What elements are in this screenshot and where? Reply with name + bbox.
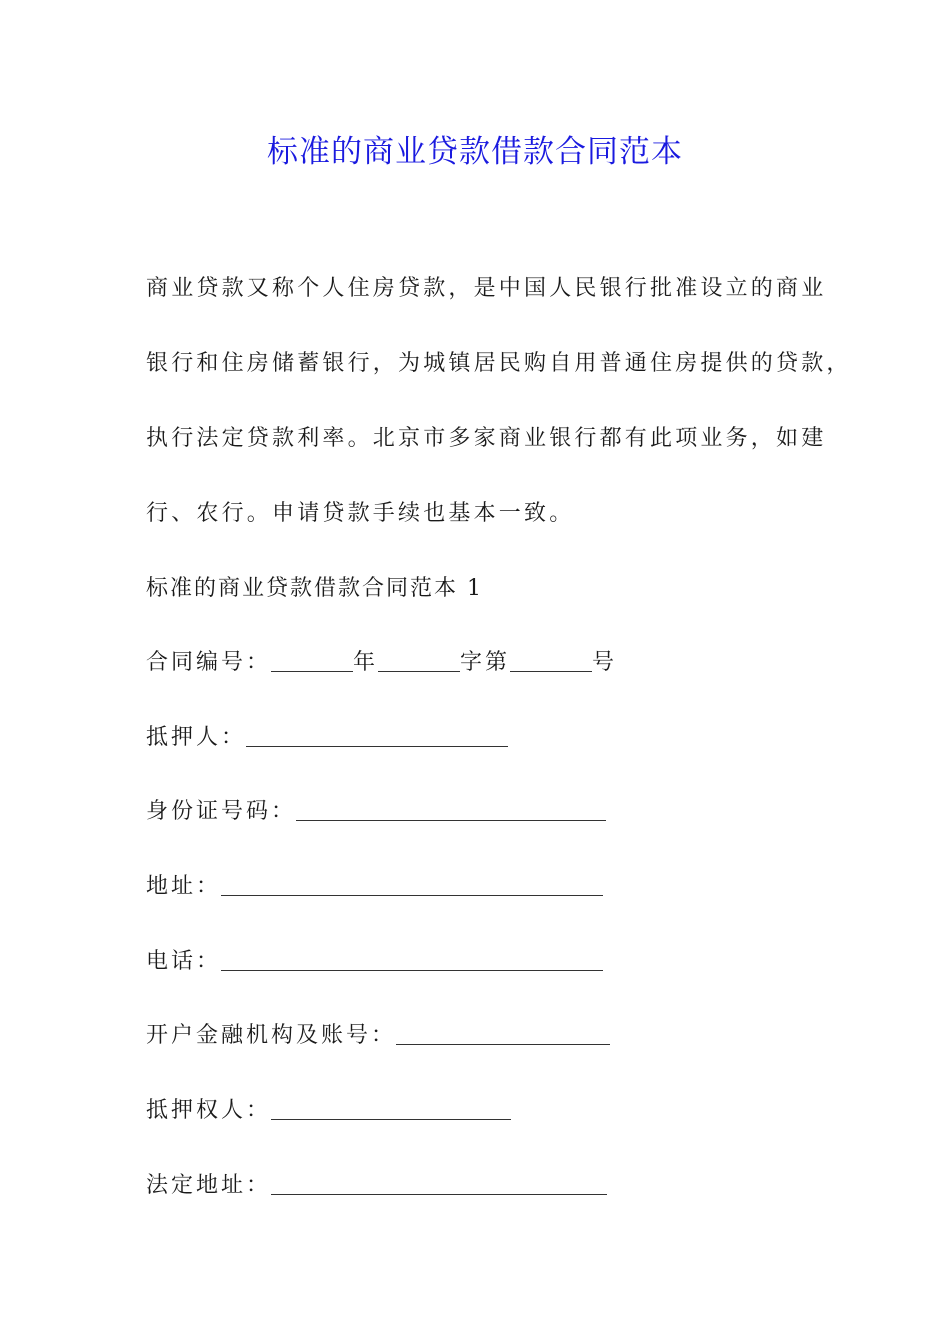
intro-line-1: 商业贷款又称个人住房贷款，是中国人民银行批准设立的商业 [146,276,827,301]
legal-address-label: 法定地址： [146,1173,272,1198]
contract-number-label: 合同编号： [146,650,272,675]
legal-address-row [146,1168,607,1199]
contract-number-blank-1[interactable] [271,649,353,672]
mortgagor-row [146,720,508,751]
bank-account-label: 开户金融机构及账号： [146,1023,397,1048]
intro-line-2: 银行和住房储蓄银行，为城镇居民购自用普通住房提供的贷款， [146,351,852,376]
contract-number-blank-2[interactable] [378,649,460,672]
legal-address-blank[interactable] [271,1172,607,1195]
id-number-label: 身份证号码： [146,799,297,824]
phone-row [146,944,603,975]
mortgagor-blank[interactable] [246,724,508,747]
bank-account-blank[interactable] [396,1022,610,1045]
intro-line-4: 行、农行。申请贷款手续也基本一致。 [146,501,575,526]
phone-label: 电话： [146,949,222,974]
section-heading: 标准的商业贷款借款合同范本 1 [146,576,483,601]
mortgagor-label: 抵押人： [146,725,247,750]
mortgagee-label: 抵押权人： [146,1098,272,1123]
id-number-row [146,794,606,825]
intro-line-3: 执行法定贷款利率。北京市多家商业银行都有此项业务，如建 [146,426,827,451]
address-blank[interactable] [221,873,603,896]
contract-number-blank-3[interactable] [510,649,592,672]
document-title: 标准的商业贷款借款合同范本 [267,134,683,170]
mortgagee-row [146,1093,511,1124]
contract-number-zidi: 字第 [460,650,511,675]
bank-account-row [146,1018,610,1049]
mortgagee-blank[interactable] [271,1097,511,1120]
id-number-blank[interactable] [296,798,606,821]
phone-blank[interactable] [221,948,603,971]
contract-number-hao: 号 [592,650,618,675]
contract-number-year: 年 [353,650,379,675]
address-row [146,869,603,900]
address-label: 地址： [146,874,222,899]
contract-number-row [146,645,617,676]
